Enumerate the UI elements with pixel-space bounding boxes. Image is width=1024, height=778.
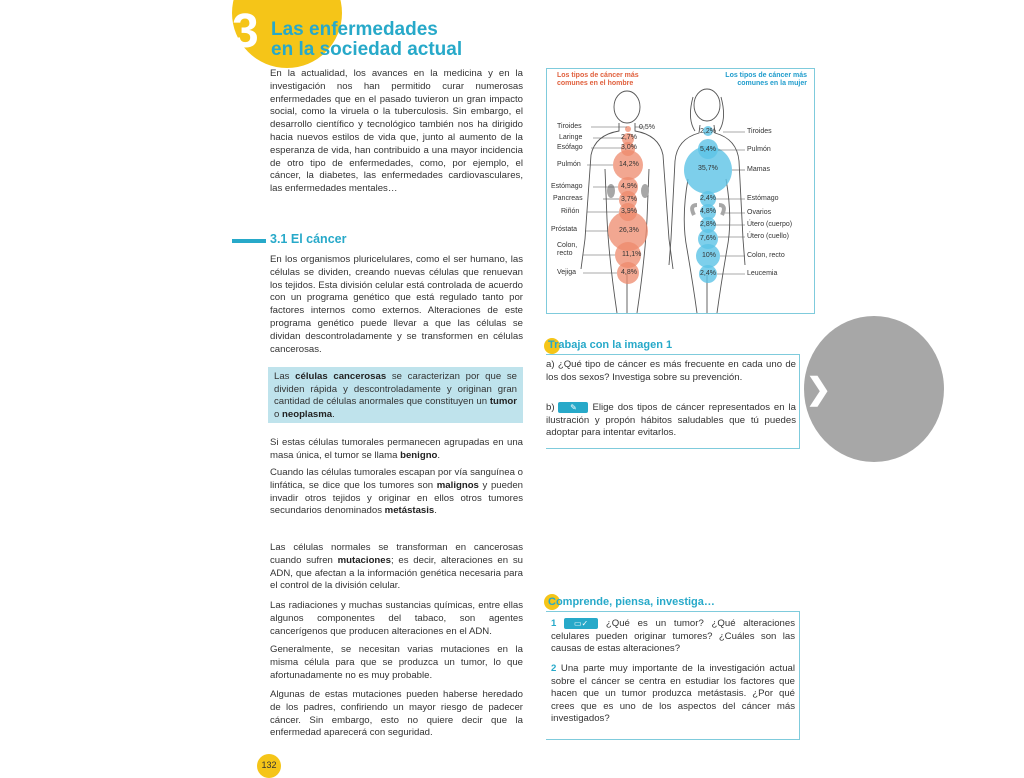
text: y pueden invadir otros tejidos y originar en ellos otros tumores secundarios denominados bbox=[270, 479, 523, 517]
label-men-pct: 3,0% bbox=[621, 144, 637, 151]
label-men-organ: Pulmón bbox=[557, 161, 581, 168]
definition-text: . bbox=[332, 408, 335, 420]
label-men-pct: 11,1% bbox=[622, 251, 642, 258]
section-title bbox=[270, 232, 346, 246]
text: Si estas células tumorales permanecen agrupadas en una masa única, el tumor se llama bbox=[270, 437, 523, 461]
question-letter: b) bbox=[546, 402, 555, 414]
paragraph-organisms: En los organismos pluricelulares, como el ser humano, las células se dividen, creando nuevas células que renuevan los tejidos. Esta división celular está controlada de acuerdo con un programa genético que está regulado tanto por factores internos como externos. Alteraciones de este programa genético puede llevar a que las células se dividan descontroladamente y se transformen en células cancerosas. bbox=[270, 254, 523, 355]
folder-icon: ▭✓ bbox=[564, 618, 598, 629]
chapter-number: 3 bbox=[232, 5, 259, 58]
label-men-organ: Pancreas bbox=[553, 195, 583, 202]
definition-term: células cancerosas bbox=[295, 371, 387, 382]
definition-term: tumor bbox=[489, 396, 517, 408]
label-women-pct: 2,2% bbox=[700, 128, 716, 135]
section-number: 3.1 bbox=[270, 232, 288, 246]
question-text: ¿Qué es un tumor? ¿Qué alteraciones celulares pueden originar tumores? ¿Cuáles son las causas de estas alteraciones? bbox=[551, 618, 796, 655]
label-men-organ: Esófago bbox=[557, 144, 583, 151]
label-women-organ: Tiroides bbox=[747, 128, 772, 135]
question-number: 2 bbox=[551, 663, 557, 674]
section-name: El cáncer bbox=[290, 232, 347, 246]
definition-text: se caracterizan por que se dividen rápida y descontroladamente y originan gran cantidad de células anormales que constituyen un bbox=[274, 371, 517, 408]
figure-title-women: Los tipos de cáncer más comunes en la mujer bbox=[725, 72, 807, 87]
question-b bbox=[546, 402, 796, 440]
label-women-organ: Leucemia bbox=[747, 270, 778, 277]
definition-text: o bbox=[274, 408, 283, 420]
bold-term: metástasis bbox=[384, 505, 435, 517]
box-rule bbox=[799, 354, 800, 448]
label-women-organ: Ovarios bbox=[747, 209, 772, 216]
page-number: 132 bbox=[257, 754, 281, 778]
bold-term: malignos bbox=[436, 479, 479, 491]
section-bar bbox=[232, 239, 266, 243]
text: Cuando las células tumorales escapan por vía sanguínea o linfática, se dice que los tumores son bbox=[270, 467, 523, 491]
text: Las células normales se transforman en cancerosas cuando sufren bbox=[270, 542, 523, 566]
definition-term: neoplasma bbox=[282, 408, 333, 420]
paragraph-probability: Generalmente, se necesitan varias mutaciones en la misma célula para que se produzca un tumor, lo que afortunadamente no es muy probable. bbox=[270, 644, 523, 681]
question-1 bbox=[551, 618, 795, 656]
box-rule bbox=[546, 739, 800, 740]
question-number: 1 bbox=[551, 618, 557, 630]
chapter-title-line1: Las enfermedades bbox=[271, 19, 438, 40]
label-men-organ: Tiroides bbox=[557, 123, 582, 130]
label-men-organ: Vejiga bbox=[557, 269, 577, 276]
label-women-pct: 5,4% bbox=[700, 146, 716, 153]
definition-box bbox=[268, 367, 523, 423]
paragraph-malignant bbox=[270, 467, 523, 518]
box-rule bbox=[799, 611, 800, 739]
label-women-pct: 2,4% bbox=[700, 195, 716, 202]
label-men-pct: 4,8% bbox=[621, 269, 637, 276]
question-a bbox=[546, 359, 796, 384]
figure-title-men: Los tipos de cáncer más comunes en el hombre bbox=[557, 72, 639, 87]
label-men-pct: 4,9% bbox=[621, 183, 637, 190]
question-2 bbox=[551, 663, 795, 726]
paragraph-radiation: Las radiaciones y muchas sustancias químicas, entre ellas algunos componentes del tabaco, son agentes cancerígenos que producen alteraciones en el ADN. bbox=[270, 600, 523, 637]
label-men-organ: Próstata bbox=[551, 226, 578, 233]
paragraph-mutations bbox=[270, 542, 523, 593]
trabaja-title: Trabaja con la imagen 1 bbox=[548, 339, 673, 351]
paragraph-benign bbox=[270, 437, 523, 463]
chapter-title bbox=[271, 20, 462, 60]
label-men-pct: 3,9% bbox=[621, 208, 637, 215]
cancer-types-figure bbox=[546, 68, 815, 314]
pencil-icon: ✎ bbox=[558, 402, 588, 413]
label-women-pct: 2,4% bbox=[700, 270, 716, 277]
text: . bbox=[437, 449, 441, 461]
question-text: Una parte muy importante de la investigación actual sobre el cáncer se centra en estudiar los factores que hacen que un tumor produzca metástasis. ¿Por qué crees que es uno de los aspectos del cáncer más investigados? bbox=[551, 663, 796, 725]
label-men-organ: Riñón bbox=[561, 208, 580, 215]
comprende-title: Comprende, piensa, investiga… bbox=[548, 596, 715, 608]
question-text: ¿Qué tipo de cáncer es más frecuente en cada uno de los dos sexos? Investiga sobre su prevención. bbox=[546, 359, 796, 383]
chapter-title-line2: en la sociedad actual bbox=[271, 39, 463, 60]
label-women-pct: 4,8% bbox=[700, 208, 716, 215]
label-women-pct: 2,8% bbox=[700, 221, 716, 228]
label-women-organ: Útero (cuerpo) bbox=[747, 221, 793, 228]
text: ; es decir, alteraciones en su ADN, que afectan a la información genética necesaria para el control de la división celular. bbox=[270, 554, 523, 592]
label-women-organ: Estómago bbox=[747, 195, 779, 202]
question-text: Elige dos tipos de cáncer representados en la ilustración y propón hábitos saludables que tú puedes adoptar para intentar evitarlos. bbox=[546, 402, 797, 439]
question-letter: a) bbox=[546, 359, 555, 370]
label-women-organ: Mamas bbox=[747, 166, 770, 173]
box-rule bbox=[546, 611, 800, 612]
label-women-organ: Colon, recto bbox=[747, 252, 785, 259]
label-women-pct: 7,6% bbox=[700, 235, 716, 242]
label-women-organ: Útero (cuello) bbox=[747, 233, 790, 240]
text: . bbox=[434, 505, 437, 517]
box-rule bbox=[546, 448, 800, 449]
label-women-pct: 35,7% bbox=[698, 165, 718, 172]
label-men-pct: 0,5% bbox=[639, 124, 655, 131]
box-rule bbox=[546, 354, 800, 355]
label-men-pct: 3,7% bbox=[621, 196, 637, 203]
label-men-organ: Colon, recto bbox=[557, 242, 578, 257]
label-men-pct: 2,7% bbox=[621, 134, 637, 141]
definition-text: Las bbox=[274, 371, 296, 382]
paragraph-heredity: Algunas de estas mutaciones pueden haberse heredado de los padres, confiriendo un mayor riesgo de padecer cáncer. Sin embargo, esto no quiere decir que la enfermedad aparecerá con seguridad. bbox=[270, 689, 523, 739]
label-men-pct: 14,2% bbox=[619, 161, 639, 168]
label-men-organ: Laringe bbox=[559, 134, 583, 141]
bold-term: mutaciones bbox=[337, 554, 391, 566]
label-men-pct: 26,3% bbox=[619, 227, 639, 234]
bold-term: benigno bbox=[400, 449, 438, 461]
label-women-pct: 10% bbox=[702, 252, 717, 259]
intro-paragraph: En la actualidad, los avances en la medicina y en la investigación nos han permitido curar numerosas enfermedades que en el pasado tuvieron un gran impacto social, como la viruela o la tuberculosis. Sin embargo, el desarrollo científico y tecnológico también nos ha dirigido hacia nuevos estilos de vida que, junto al aumento de la esperanza de vida, han contribuido a una mayor incidencia de otro tipo de enfermedades, como, por ejemplo, el cáncer, la diabetes, las enfermedades cardiovasculares, las enfermedades mentales… bbox=[270, 68, 523, 195]
label-men-organ: Estómago bbox=[551, 183, 583, 190]
chevron-right-icon[interactable]: ❯ bbox=[806, 373, 832, 406]
label-women-organ: Pulmón bbox=[747, 146, 771, 153]
